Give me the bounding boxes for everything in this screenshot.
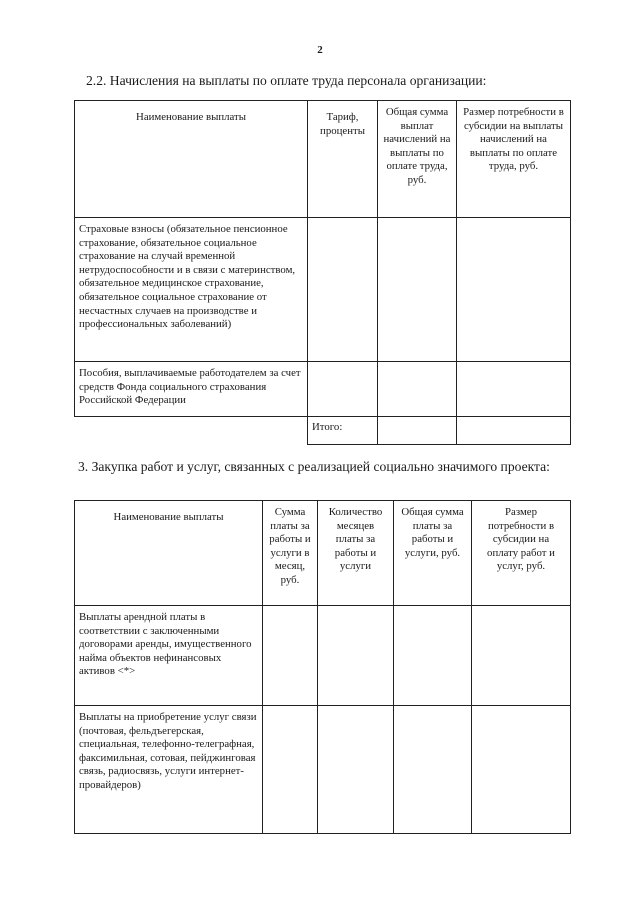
table-cell: [394, 606, 472, 706]
table-row: [75, 606, 571, 706]
page-number: 2: [317, 44, 323, 56]
column-header: Наименование выплаты: [75, 101, 308, 218]
table-cell: [472, 706, 571, 834]
table-row: [75, 706, 571, 834]
table-cell: [263, 606, 318, 706]
table-cell: [472, 606, 571, 706]
row-name: Выплаты на приобретение услуг связи (почтовая, фельдъегерская, специальная, телефонно-телеграфная, факсимильная, сотовая, пейджинговая связь, радиосвязь, услуги интернет-провайдеров): [75, 706, 263, 834]
total-row: [75, 417, 571, 445]
section-heading-3: 3. Закупка работ и услуг, связанных с реализацией социально значимого проекта:: [78, 459, 550, 474]
table-cell: [318, 706, 394, 834]
row-name: Пособия, выплачиваемые работодателем за счет средств Фонда социального страхования Российской Федерации: [75, 362, 308, 417]
table-cell: [457, 218, 571, 362]
column-header: Размер потребности в субсидии на оплату работ и услуг, руб.: [472, 501, 571, 606]
total-label: Итого:: [308, 417, 378, 445]
column-header: Тариф, проценты: [308, 101, 378, 218]
table-cell: [308, 218, 378, 362]
table-cell: [457, 417, 571, 445]
table-row: [75, 362, 571, 417]
table-header-row: [75, 501, 571, 606]
column-header: Количество месяцев платы за работы и услуги: [318, 501, 394, 606]
column-header: Общая сумма платы за работы и услуги, руб.: [394, 501, 472, 606]
column-header: Общая сумма выплат начислений на выплаты по оплате труда, руб.: [378, 101, 457, 218]
section-heading-2-2: 2.2. Начисления на выплаты по оплате труда персонала организации:: [86, 73, 487, 88]
column-header: Наименование выплаты: [75, 501, 263, 606]
table-cell: [378, 218, 457, 362]
table-cell: [378, 362, 457, 417]
payroll-contributions-table: [74, 100, 571, 445]
procurement-table: [74, 500, 571, 834]
table-cell: [308, 362, 378, 417]
table-cell: [457, 362, 571, 417]
row-name: Страховые взносы (обязательное пенсионное страхование, обязательное социальное страхование на случай временной нетрудоспособности и в связи с материнством, обязательное медицинское страхование, обязательное социальное страхование от несчастных случаев на производстве и профессиональных заболеваний): [75, 218, 308, 362]
row-name: Выплаты арендной платы в соответствии с заключенными договорами аренды, имущественного найма объектов нефинансовых активов <*>: [75, 606, 263, 706]
table-row: [75, 218, 571, 362]
table-cell: [378, 417, 457, 445]
table-cell: [394, 706, 472, 834]
table-cell: [318, 606, 394, 706]
table-cell: [263, 706, 318, 834]
column-header: Размер потребности в субсидии на выплаты начислений на выплаты по оплате труда, руб.: [457, 101, 571, 218]
column-header: Сумма платы за работы и услуги в месяц, руб.: [263, 501, 318, 606]
table-header-row: [75, 101, 571, 218]
